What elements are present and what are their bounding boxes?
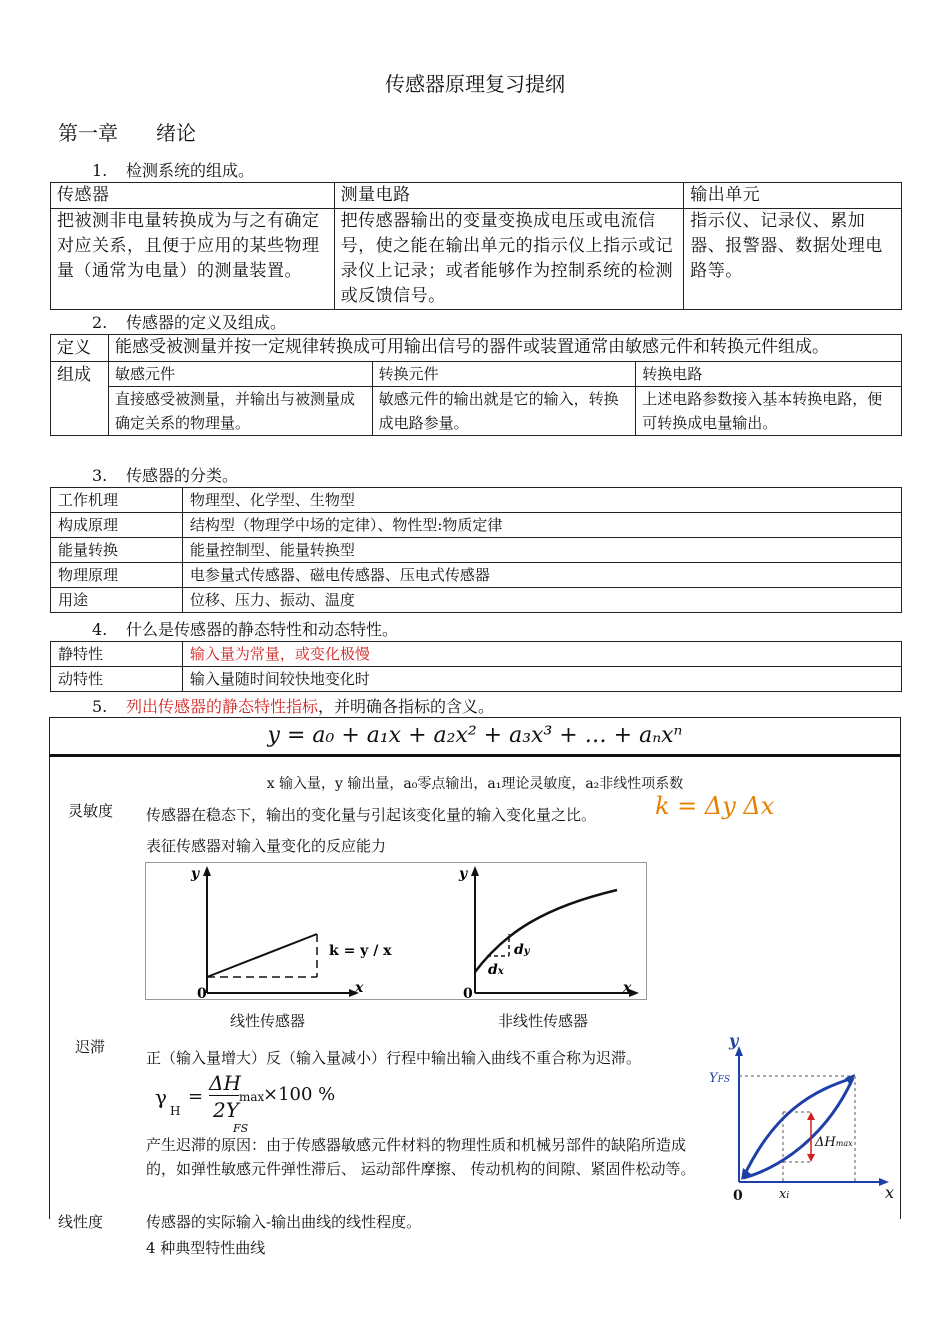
svg-text:y: y — [729, 1031, 739, 1050]
svg-text:x: x — [885, 1183, 895, 1202]
hysteresis-label: 迟滞 — [75, 1038, 106, 1056]
composition-label: 组成 — [51, 362, 109, 436]
svg-text:dy: dy — [514, 942, 530, 958]
table-row — [51, 387, 902, 436]
svg-text:x: x — [623, 980, 632, 996]
polynomial-formula: y = a₀ + a₁x + a₂x² + a₃x³ + … + aₙxⁿ — [267, 723, 683, 748]
left-border-line — [49, 757, 50, 1219]
table-row — [51, 183, 902, 209]
linearity-label: 线性度 — [58, 1213, 104, 1231]
table-cell: 直接感受被测量，并输出与被测量成确定关系的物理量。 — [108, 387, 372, 436]
table-cell: 上述电路参数接入基本转换电路，便可转换成电量输出。 — [636, 387, 902, 436]
table-row — [51, 335, 902, 362]
header-cell: 测量电路 — [334, 183, 684, 209]
section-1-heading: 1. 检测系统的组成。 — [92, 161, 255, 180]
svg-text:YFS: YFS — [709, 1071, 731, 1086]
table-row: 用途 位移、压力、振动、温度 — [51, 588, 902, 613]
table-cell: 指示仪、记录仪、累加器、报警器、数据处理电路等。 — [684, 209, 902, 310]
right-border-line — [900, 757, 901, 1219]
table-row: 动特性 输入量随时间较快地变化时 — [51, 667, 902, 692]
chapter-label: 第一章 — [58, 121, 118, 145]
section-5-heading: 5. 列出传感器的静态特性指标，并明确各指标的含义。 — [92, 697, 495, 716]
header-cell: 传感器 — [51, 183, 335, 209]
caption-nonlinear: 非线性传感器 — [498, 1012, 589, 1030]
definition-label: 定义 — [51, 335, 109, 362]
hysteresis-cause: 产生迟滞的原因：由于传感器敏感元件材料的物理性质和机械另部件的缺陷所造成的，如弹性敏感元件弹性滞后、 运动部件摩擦、 传动机构的间隙、紧固件松动等。 — [146, 1136, 696, 1178]
svg-text:xi: xi — [779, 1187, 790, 1202]
table-row — [51, 362, 902, 387]
table-cell: 把传感器输出的变量变换成电压或电流信号，使之能在输出单元的指示仪上指示或记录仪上记录；或者能够作为控制系统的检测或反馈信号。 — [334, 209, 684, 310]
formula-note: x 输入量，y 输出量，a₀零点输出，a₁理论灵敏度，a₂非线性项系数 — [266, 776, 684, 792]
table-static-dynamic — [50, 641, 902, 692]
table-cell: 把被测非电量转换成为与之有确定对应关系，且便于应用的某些物理量（通常为电量）的测量装置。 — [51, 209, 335, 310]
hysteresis-formula: γ H = ΔH 2Y FS max ×100 % — [155, 1071, 336, 1135]
sensitivity-text: 传感器在稳态下，输出的变化量与引起该变化量的输入变化量之比。 — [146, 806, 597, 824]
header-cell: 转换元件 — [372, 362, 636, 387]
section-4-heading: 4. 什么是传感器的静态特性和动态特性。 — [92, 620, 399, 639]
hysteresis-figure — [705, 1030, 897, 1210]
table-system-composition — [50, 182, 902, 310]
sensitivity-figure — [145, 862, 647, 1000]
page-title: 传感器原理复习提纲 — [385, 72, 565, 96]
chapter-heading — [58, 117, 196, 146]
section-2-heading: 2. 传感器的定义及组成。 — [92, 313, 287, 332]
table-row: 构成原理 结构型（物理学中场的定律）、物性型:物质定律 — [51, 513, 902, 538]
svg-text:0: 0 — [197, 986, 207, 1000]
table-row — [51, 209, 902, 310]
sensitivity-formula: k = Δy Δx — [655, 792, 775, 820]
svg-text:dx: dx — [488, 962, 504, 978]
svg-text:x: x — [355, 980, 364, 996]
section-3-heading: 3. 传感器的分类。 — [92, 466, 239, 485]
svg-text:0: 0 — [733, 1188, 743, 1204]
table-cell: 敏感元件的输出就是它的输入，转换成电路参量。 — [372, 387, 636, 436]
table-classification — [50, 487, 902, 613]
svg-text:y: y — [459, 866, 468, 882]
table-row: 工作机理 物理型、化学型、生物型 — [51, 488, 902, 513]
svg-text:y: y — [191, 866, 200, 882]
k-label: k = y / x — [329, 943, 392, 959]
header-cell: 转换电路 — [636, 362, 902, 387]
sensitivity-label: 灵敏度 — [68, 802, 114, 820]
definition-text: 能感受被测量并按一定规律转换成可用输出信号的器件或装置通常由敏感元件和转换元件组成。 — [108, 335, 901, 362]
sensitivity-text2: 表征传感器对输入量变化的反应能力 — [146, 837, 387, 855]
chapter-name: 绪论 — [156, 121, 196, 145]
header-cell: 输出单元 — [684, 183, 902, 209]
caption-linear: 线性传感器 — [230, 1012, 306, 1030]
svg-text:ΔHmax: ΔHmax — [815, 1135, 853, 1150]
hysteresis-text: 正（输入量增大）反（输入量减小）行程中输出输入曲线不重合称为迟滞。 — [146, 1049, 642, 1067]
linearity-text: 传感器的实际输入-输出曲线的线性程度。 — [146, 1213, 422, 1231]
table-row: 物理原理 电参量式传感器、磁电传感器、压电式传感器 — [51, 563, 902, 588]
table-row: 静特性 输入量为常量，或变化极慢 — [51, 642, 902, 667]
header-cell: 敏感元件 — [108, 362, 372, 387]
table-row: 能量转换 能量控制型、能量转换型 — [51, 538, 902, 563]
table-definition-composition — [50, 334, 902, 436]
linearity-text2: 4 种典型特性曲线 — [146, 1239, 266, 1257]
svg-text:0: 0 — [463, 986, 473, 1000]
